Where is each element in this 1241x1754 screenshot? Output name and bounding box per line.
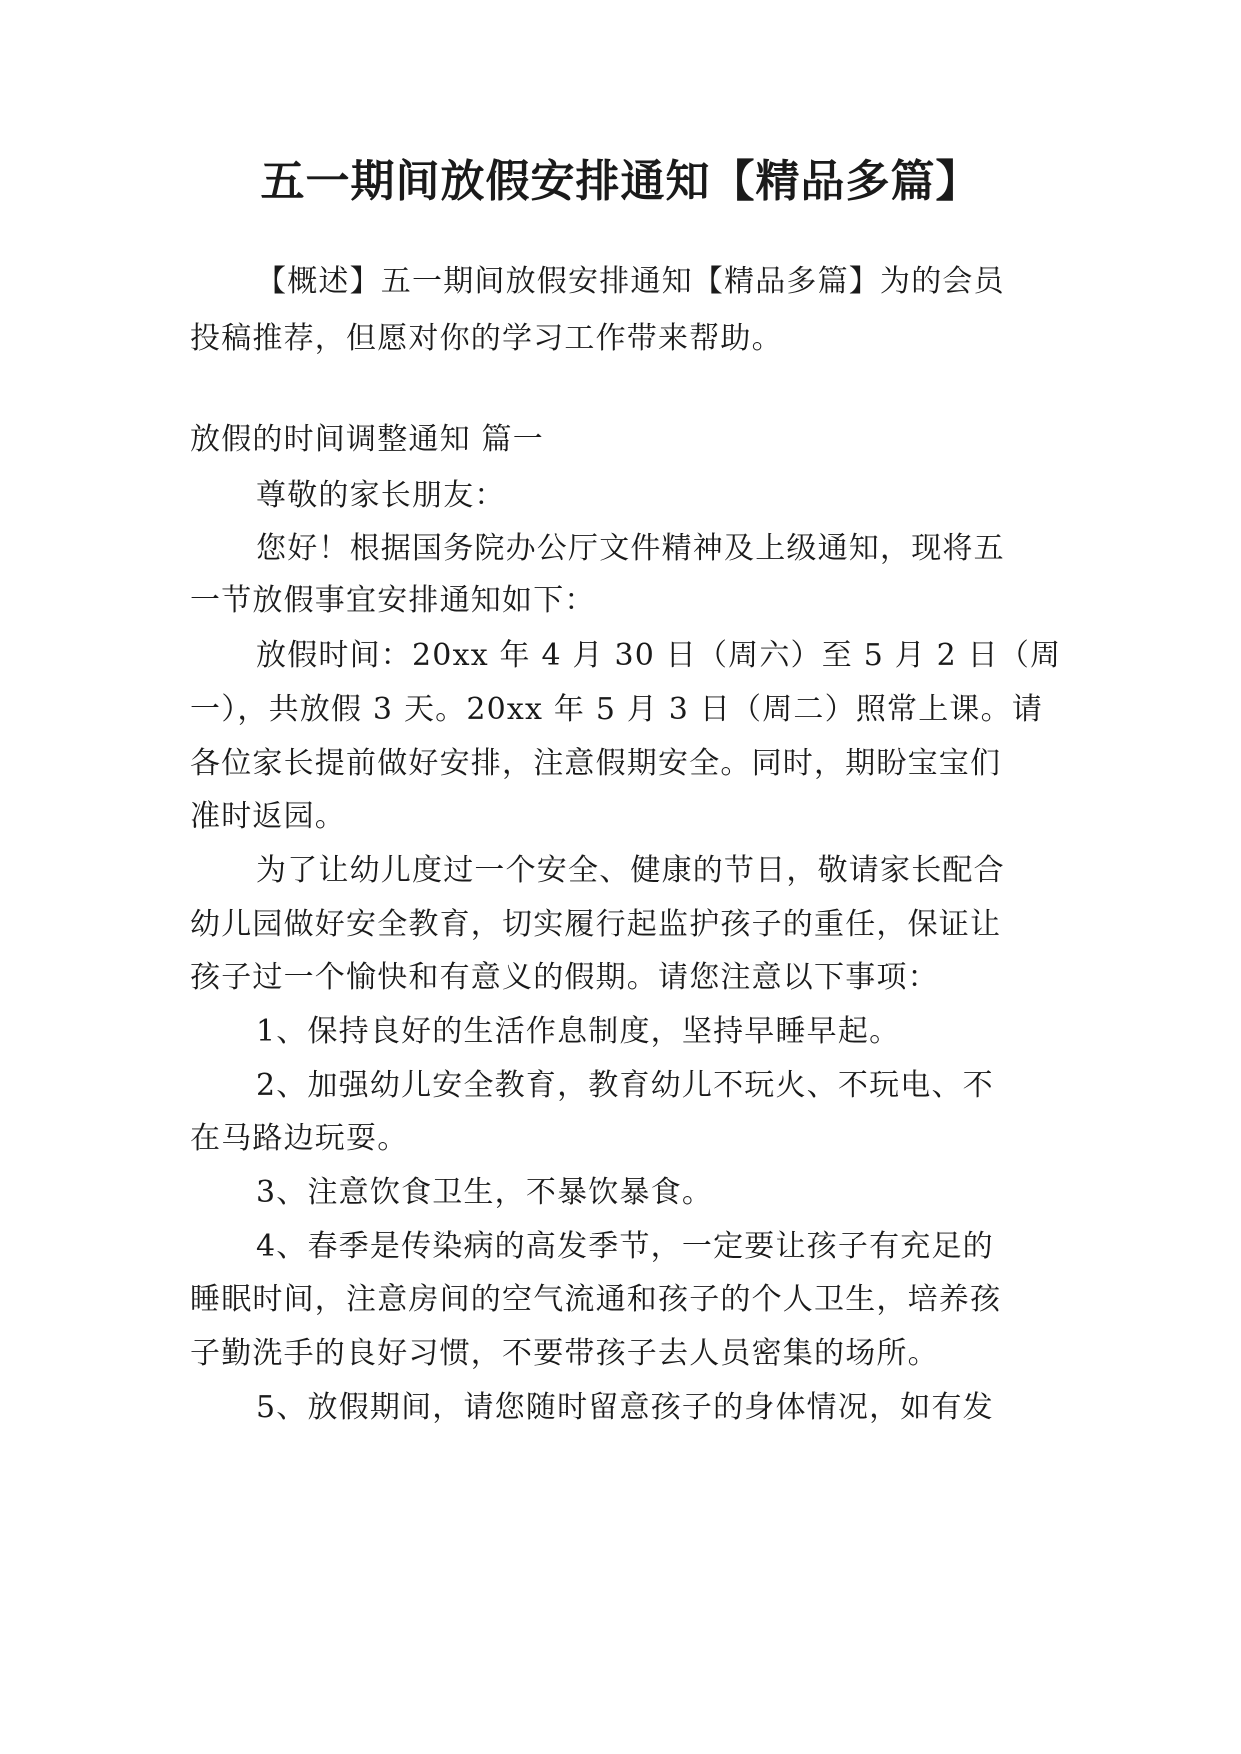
section-heading: 放假的时间调整通知 篇一: [190, 422, 544, 457]
summary-line: 投稿推荐，但愿对你的学习工作带来帮助。: [190, 321, 783, 356]
list-item: 4、春季是传染病的高发季节，一定要让孩子有充足的: [256, 1229, 994, 1264]
list-item: 5、放假期间，请您随时留意孩子的身体情况，如有发: [256, 1390, 994, 1425]
paragraph-line: 放假时间：20xx 年 4 月 30 日（周六）至 5 月 2 日（周: [256, 638, 1062, 673]
paragraph-line: 为了让幼儿度过一个安全、健康的节日，敬请家长配合: [256, 853, 1005, 888]
list-item: 1、保持良好的生活作息制度，坚持早睡早起。: [256, 1014, 901, 1049]
document-title: 五一期间放假安排通知【精品多篇】: [260, 156, 981, 207]
paragraph-line: 一节放假事宜安排通知如下：: [190, 583, 596, 618]
list-item: 2、加强幼儿安全教育，教育幼儿不玩火、不玩电、不: [256, 1068, 994, 1103]
paragraph-line: 各位家长提前做好安排，注意假期安全。同时，期盼宝宝们: [190, 746, 1002, 781]
summary-line: 【概述】五一期间放假安排通知【精品多篇】为的会员: [256, 264, 1005, 299]
paragraph-line: 幼儿园做好安全教育，切实履行起监护孩子的重任，保证让: [190, 907, 1002, 942]
list-item: 3、注意饮食卫生，不暴饮暴食。: [256, 1175, 714, 1210]
list-item-continuation: 睡眠时间，注意房间的空气流通和孩子的个人卫生，培养孩: [190, 1282, 1002, 1317]
list-item-continuation: 在马路边玩耍。: [190, 1121, 409, 1156]
paragraph-line: 您好！根据国务院办公厅文件精神及上级通知，现将五: [256, 531, 1005, 566]
list-item-continuation: 子勤洗手的良好习惯，不要带孩子去人员密集的场所。: [190, 1336, 939, 1371]
paragraph-line: 准时返园。: [190, 799, 346, 834]
paragraph-line: 孩子过一个愉快和有意义的假期。请您注意以下事项：: [190, 960, 939, 995]
paragraph-line: 一），共放假 3 天。20xx 年 5 月 3 日（周二）照常上课。请: [190, 692, 1044, 727]
salutation: 尊敬的家长朋友：: [256, 478, 506, 513]
